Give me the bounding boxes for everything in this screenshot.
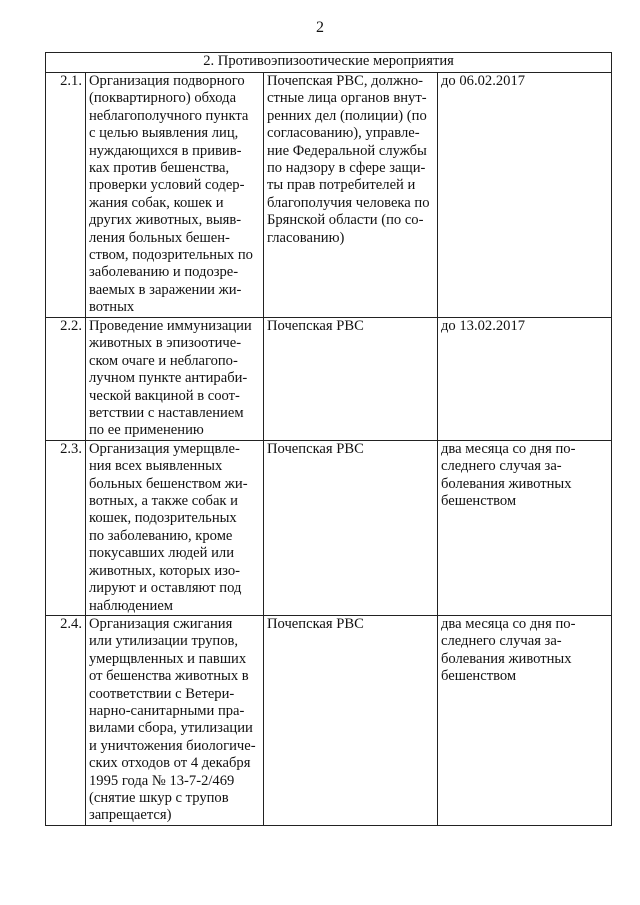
measure-text bbox=[86, 73, 264, 318]
measure-text bbox=[86, 615, 264, 825]
text-line: ческой вакциной в соот- bbox=[89, 387, 240, 404]
text-line: запрещается) bbox=[89, 807, 172, 824]
responsible-line: гласованию) bbox=[267, 229, 345, 246]
section-title: 2. Противоэпизоотические мероприятия bbox=[46, 53, 612, 73]
measure-text bbox=[86, 440, 264, 615]
text-line: других животных, выяв- bbox=[89, 212, 242, 229]
measures-table bbox=[45, 52, 612, 826]
text-line: (поквартирного) обхода bbox=[89, 90, 237, 107]
responsible-line: Почепская РВС bbox=[267, 440, 364, 457]
text-line: по заболеванию, кроме bbox=[89, 527, 233, 544]
responsible-line: благополучия человека по bbox=[267, 194, 430, 211]
table-row bbox=[46, 440, 612, 615]
deadline-line: следнего случая за- bbox=[441, 633, 562, 650]
responsible-line: Почепская РВС, должно- bbox=[267, 73, 424, 89]
deadline bbox=[438, 440, 612, 615]
responsible-line: Брянской области (по со- bbox=[267, 212, 424, 229]
table-row bbox=[46, 73, 612, 318]
deadline bbox=[438, 73, 612, 318]
row-number: 2.4. bbox=[46, 615, 86, 825]
row-number: 2.1. bbox=[46, 73, 86, 318]
text-line: или утилизации трупов, bbox=[89, 633, 239, 650]
text-line: (снятие шкур с трупов bbox=[89, 789, 229, 806]
text-line: Организация подворного bbox=[89, 73, 245, 89]
text-line: лучном пункте антираби- bbox=[89, 370, 248, 387]
text-line: вотных, а также собак и bbox=[89, 493, 238, 510]
text-line: нуждающихся в привив- bbox=[89, 142, 242, 159]
text-line: больных бешенством жи- bbox=[89, 475, 248, 492]
responsible-party bbox=[264, 440, 438, 615]
responsible-line: согласованию), управле- bbox=[267, 125, 420, 142]
responsible-line: Почепская РВС bbox=[267, 318, 364, 334]
text-line: 1995 года № 13-7-2/469 bbox=[89, 772, 235, 789]
text-line: соответствии с Ветери- bbox=[89, 685, 235, 702]
text-line: ках против бешенства, bbox=[89, 160, 230, 177]
deadline-line: до 06.02.2017 bbox=[441, 73, 526, 89]
text-line: с целью выявления лиц, bbox=[89, 125, 239, 142]
responsible-line: ренних дел (полиции) (по bbox=[267, 107, 427, 124]
text-line: животных, которых изо- bbox=[89, 562, 241, 579]
text-line: ваемых в заражении жи- bbox=[89, 281, 242, 298]
text-line: ветствии с наставлением bbox=[89, 405, 244, 422]
text-line: ния всех выявленных bbox=[89, 458, 223, 475]
text-line: кошек, подозрительных bbox=[89, 510, 237, 527]
responsible-line: ние Федеральной службы bbox=[267, 142, 427, 159]
responsible-party bbox=[264, 73, 438, 318]
deadline bbox=[438, 318, 612, 441]
page-number: 2 bbox=[316, 19, 324, 36]
responsible-party bbox=[264, 615, 438, 825]
row-number: 2.3. bbox=[46, 440, 86, 615]
deadline-line: два месяца со дня по- bbox=[441, 615, 576, 632]
text-line: ления больных бешен- bbox=[89, 229, 230, 246]
text-line: животных в эпизоотиче- bbox=[89, 335, 242, 352]
text-line: лируют и оставляют под bbox=[89, 580, 242, 597]
deadline bbox=[438, 615, 612, 825]
text-line: по ее применению bbox=[89, 422, 204, 439]
section-header-row bbox=[46, 53, 612, 73]
table-row bbox=[46, 318, 612, 441]
deadline-line: следнего случая за- bbox=[441, 458, 562, 475]
measure-text bbox=[86, 318, 264, 441]
text-line: Организация сжигания bbox=[89, 615, 233, 632]
text-line: покусавших людей или bbox=[89, 545, 235, 562]
text-line: ском очаге и неблагопо- bbox=[89, 352, 238, 369]
text-line: и уничтожения биологиче- bbox=[89, 737, 256, 754]
deadline-line: болевания животных bbox=[441, 650, 572, 667]
responsible-line: Почепская РВС bbox=[267, 615, 364, 632]
deadline-line: болевания животных bbox=[441, 475, 572, 492]
text-line: ских отходов от 4 декабря bbox=[89, 755, 251, 772]
deadline-line: бешенством bbox=[441, 668, 517, 685]
text-line: заболеванию и подозре- bbox=[89, 264, 239, 281]
text-line: нарно-санитарными пра- bbox=[89, 702, 245, 719]
responsible-line: стные лица органов внут- bbox=[267, 90, 427, 107]
text-line: проверки условий содер- bbox=[89, 177, 245, 194]
text-line: ством, подозрительных по bbox=[89, 247, 253, 264]
responsible-line: ты прав потребителей и bbox=[267, 177, 416, 194]
text-line: Проведение иммунизации bbox=[89, 318, 252, 334]
deadline-line: бешенством bbox=[441, 493, 517, 510]
text-line: наблюдением bbox=[89, 597, 174, 614]
text-line: от бешенства животных в bbox=[89, 668, 249, 685]
row-number: 2.2. bbox=[46, 318, 86, 441]
responsible-line: по надзору в сфере защи- bbox=[267, 160, 426, 177]
text-line: вилами сбора, утилизации bbox=[89, 720, 253, 737]
text-line: неблагополучного пункта bbox=[89, 107, 249, 124]
responsible-party bbox=[264, 318, 438, 441]
table-row bbox=[46, 615, 612, 825]
text-line: Организация умерщвле- bbox=[89, 440, 240, 457]
deadline-line: до 13.02.2017 bbox=[441, 318, 526, 334]
deadline-line: два месяца со дня по- bbox=[441, 440, 576, 457]
text-line: умерщвленных и павших bbox=[89, 650, 247, 667]
text-line: жания собак, кошек и bbox=[89, 194, 224, 211]
text-line: вотных bbox=[89, 299, 135, 316]
